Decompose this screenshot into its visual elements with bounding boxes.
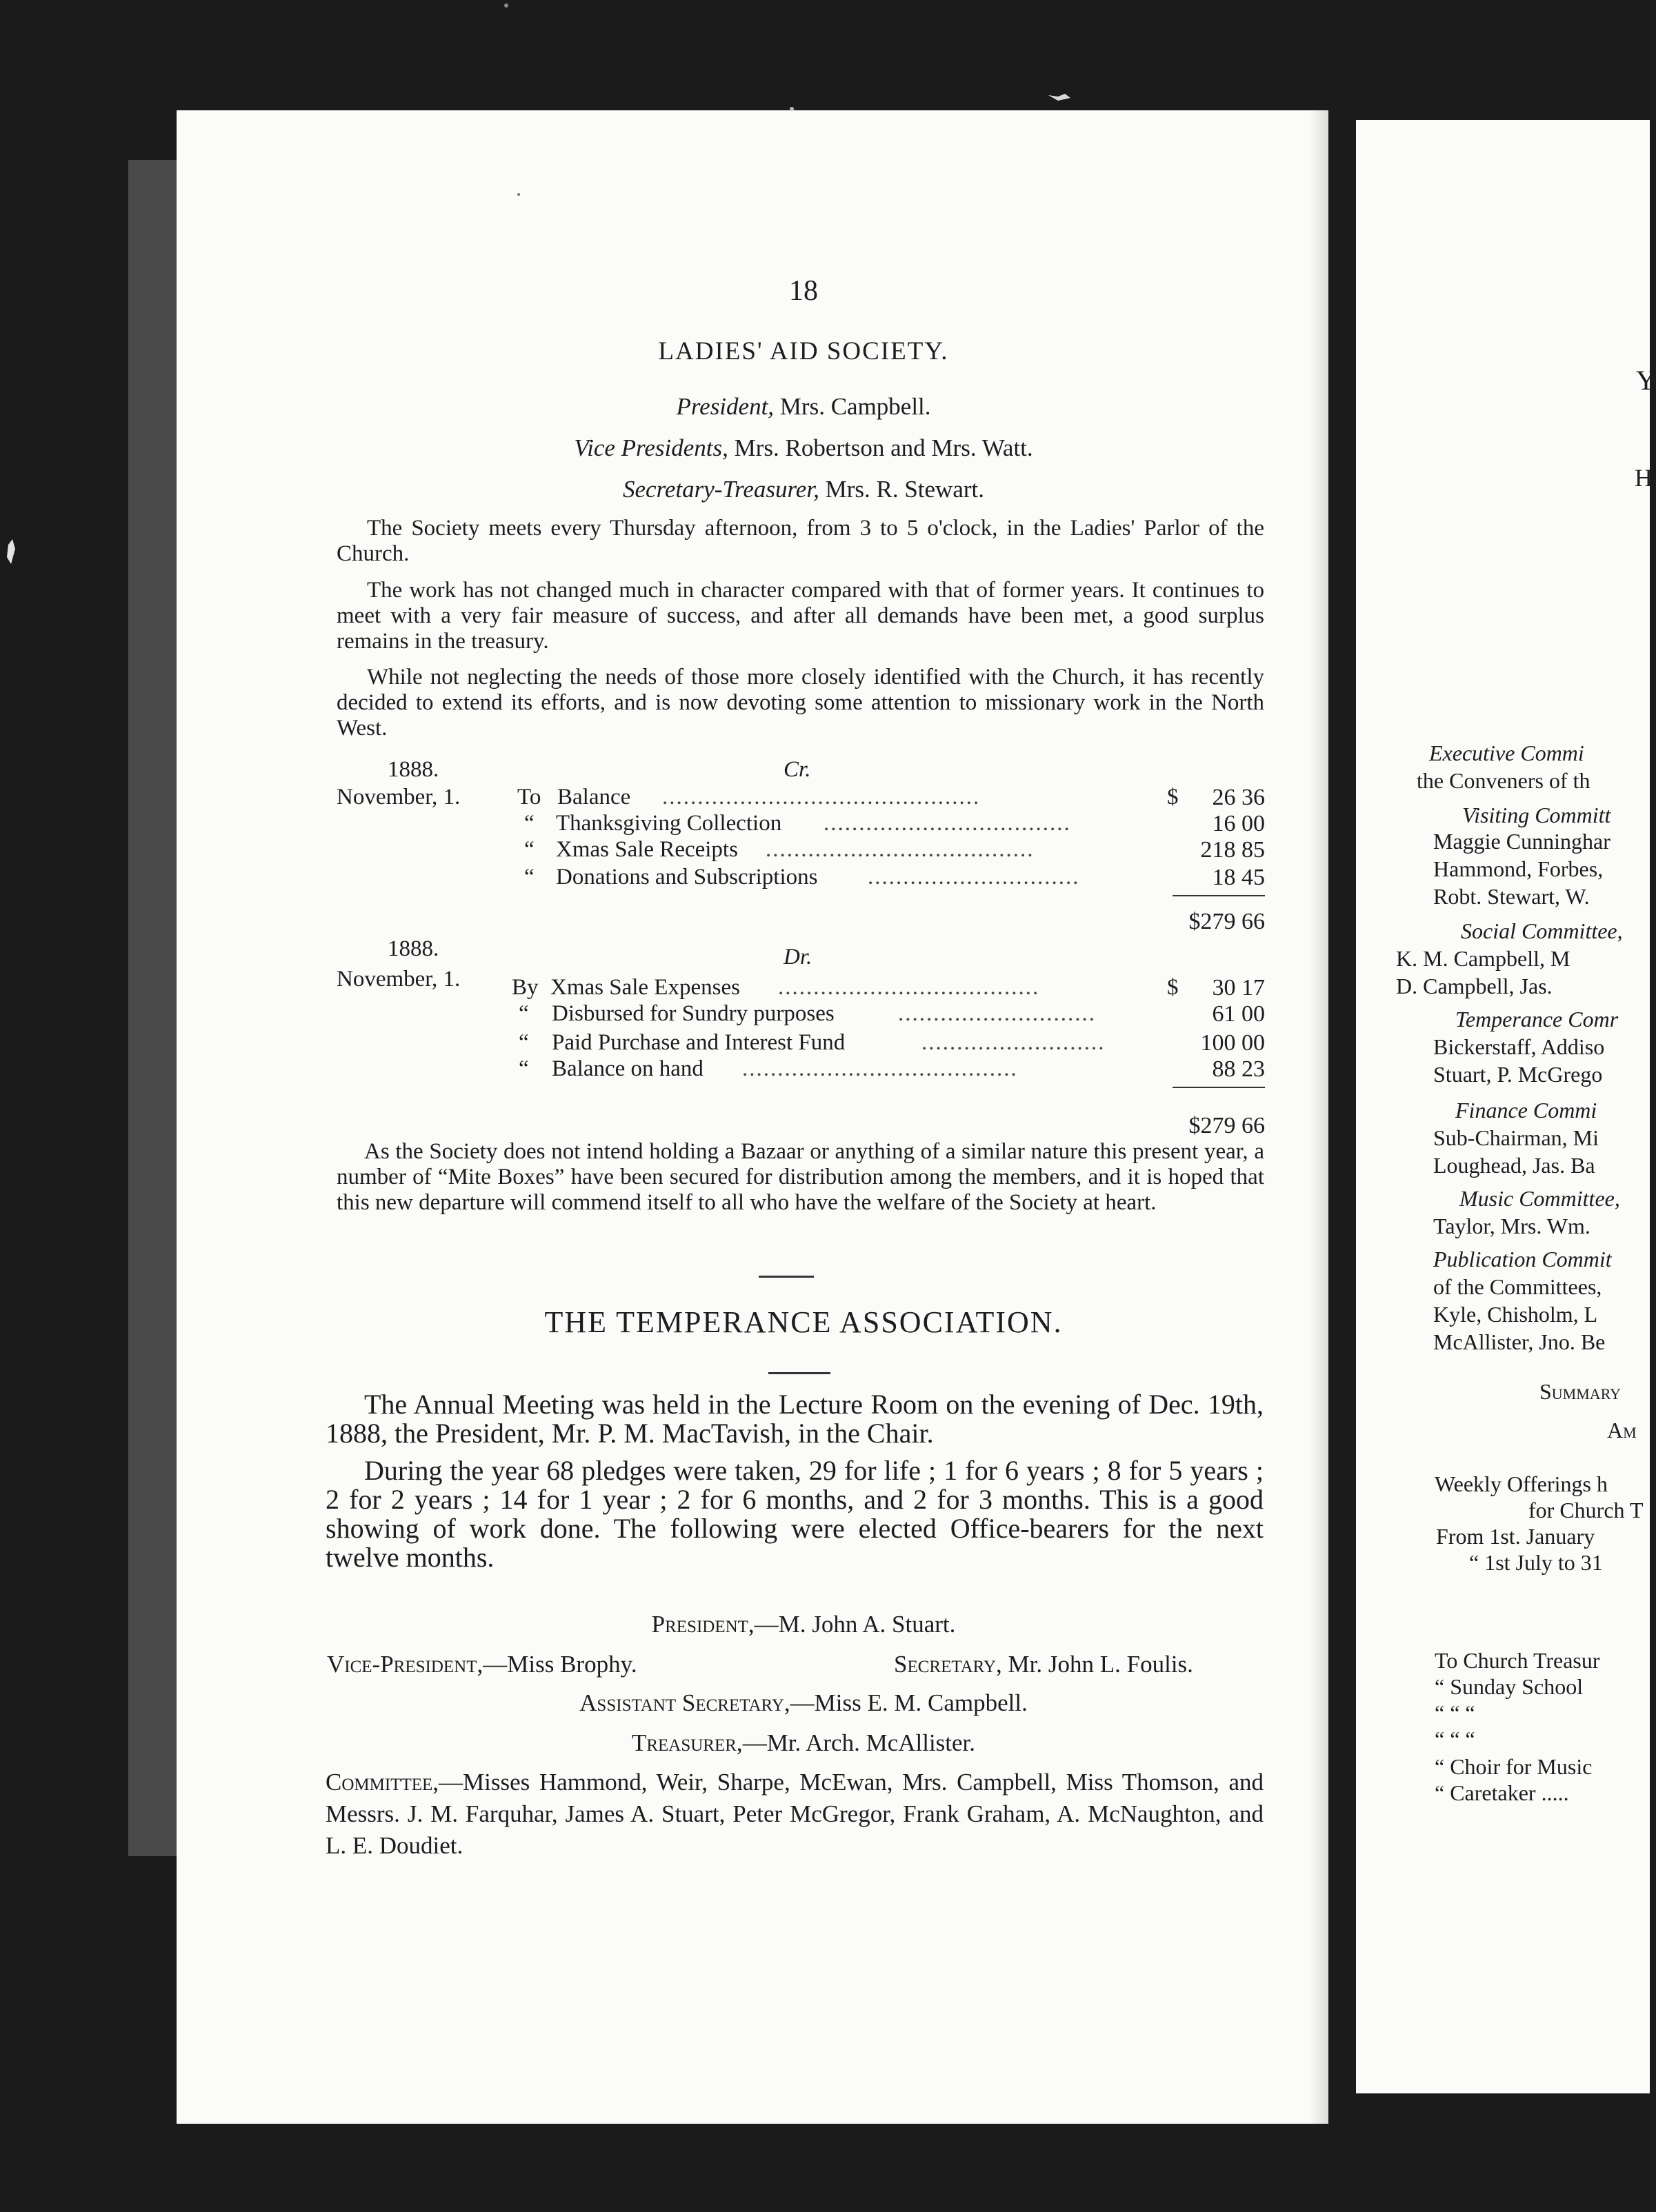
cr-heading: Cr. [784,757,811,782]
speck-dot-1 [790,107,794,111]
dr-row-amount: 88 23 [1212,1056,1265,1082]
cr-row-label: Donations and Subscriptions [556,865,818,889]
right-fragment: Maggie Cunninghar [1433,829,1610,854]
cr-row-amount: 18 45 [1212,865,1265,890]
dr-row-label: Paid Purchase and Interest Fund [552,1030,846,1055]
dr-row-amount: 100 00 [1200,1030,1265,1056]
president-label: President, [676,393,775,420]
cr-row-leader: ............................................. [662,785,981,810]
ladies-paragraph-work: The work has not changed much in character compared with that of former years. It continues to meet with a very fair measure of success, and after all demands have been met, a good surplus remains in the treasury. [337,578,1264,654]
right-fragment: Kyle, Chisholm, L [1433,1302,1598,1327]
right-fragment: McAllister, Jno. Be [1433,1329,1606,1354]
temperance-asst-secretary-line [414,1689,1193,1717]
cr-row-label: Thanksgiving Collection [556,811,782,836]
ladies-aid-title: LADIES' AID SOCIETY. [658,337,949,365]
vp-names: Mrs. Robertson and Mrs. Watt. [734,434,1033,461]
dr-row-label: Balance on hand [552,1056,704,1081]
right-fragment: Summary [1539,1379,1622,1404]
right-fragment: Loughead, Jas. Ba [1433,1153,1595,1178]
dr-row-leader: .......................... [921,1030,1106,1055]
dr-total: $279 66 [1188,1113,1265,1138]
dr-row-amount: 61 00 [1212,1001,1265,1027]
dr-year: 1888. [388,936,439,961]
section-divider-rule [759,1276,814,1278]
cr-date: November, 1. [337,785,461,810]
dr-row-dollar: $ [1167,975,1179,1000]
temperance-asst-label: Assistant Secretary, [579,1689,790,1716]
cr-row-amount: 16 00 [1212,811,1265,836]
temperance-title-rule [768,1372,830,1374]
cr-row-prefix: “ [524,837,535,862]
right-fragment: Temperance Comr [1455,1007,1619,1032]
dr-row-prefix: By [512,975,539,1000]
dr-row-leader: ....................................... [742,1056,1018,1081]
cr-row-prefix: To [517,785,541,810]
right-fragment: Social Committee, [1461,918,1623,943]
temperance-treasurer-label: Treasurer, [631,1729,743,1756]
right-fragment: Y [1636,365,1656,396]
right-fragment: the Conveners of th [1417,768,1590,793]
temperance-treasurer-name: —Mr. Arch. McAllister. [742,1729,976,1756]
speck-mark-left [7,539,15,564]
right-fragment: “ “ “ [1435,1700,1475,1725]
temperance-treasurer-line [414,1729,1193,1757]
cr-year: 1888. [388,757,439,782]
right-fragment: Publication Commit [1433,1247,1612,1271]
cr-row-label: Xmas Sale Receipts [556,837,738,862]
temperance-title: THE TEMPERANCE ASSOCIATION. [544,1305,1063,1339]
cr-row-leader: .............................. [868,865,1080,889]
right-fragment: Bickerstaff, Addiso [1433,1034,1605,1059]
cr-total-rule [1173,895,1265,896]
president-name: Mrs. Campbell. [779,393,931,420]
right-fragment: H [1635,464,1653,492]
speck-mark-top [1048,94,1070,101]
right-fragment: Hammond, Forbes, [1433,856,1604,881]
cr-row-leader: ................................... [824,811,1071,836]
ladies-paragraph-missionary: While not neglecting the needs of those more closely identified with the Church, it has recently decided to extend its efforts, and is now devoting some attention to missionary work in the North West. [337,665,1264,741]
temperance-committee-text: —Misses Hammond, Weir, Sharpe, McEwan, Mrs. Campbell, Miss Thomson, and Messrs. J. M. Farquhar, James A. Stuart, Peter McGregor, Frank Graham, A. McNaughton, and L. E. Doudiet. [326,1769,1264,1859]
right-fragment: “ 1st July to 31 [1469,1550,1603,1575]
ladies-paragraph-mite-boxes: As the Society does not intend holding a Bazaar or anything of a similar nature this present year, a number of “Mite Boxes” have been secured for distribution among the members, and it is hoped that this new departure will commend itself to all who have the welfare of the Society at heart. [337,1139,1264,1215]
temperance-paragraph-pledges: During the year 68 pledges were taken, 29 for life ; 1 for 6 years ; 8 for 5 years ; 2 for 2 years ; 14 for 1 year ; 2 for 6 months, and 2 for 3 months. This is a good showing of work done. The following were elected Office-bearers for the next twelve months. [326,1455,1264,1573]
right-fragment: Executive Commi [1429,741,1584,765]
dr-date: November, 1. [337,967,461,992]
dr-row-prefix: “ [519,1030,529,1055]
right-fragment: Taylor, Mrs. Wm. [1433,1214,1590,1238]
speck-dot-2 [517,193,520,196]
temperance-president-name: —M. John A. Stuart. [754,1611,956,1638]
right-fragment: To Church Treasur [1435,1648,1600,1673]
right-fragment: From 1st. January [1436,1524,1595,1549]
secretary-label: Secretary-Treasurer, [623,476,819,503]
temperance-committee-label: Committee, [326,1769,439,1796]
right-fragment: Music Committee, [1459,1186,1620,1211]
cr-row-amount: 26 36 [1212,785,1265,810]
dr-heading: Dr. [784,945,812,969]
temperance-paragraph-meeting: The Annual Meeting was held in the Lecture Room on the evening of Dec. 19th, 1888, the President, Mr. P. M. MacTavish, in the Chair. [326,1389,1264,1449]
dr-row-prefix: “ [519,1001,529,1026]
dr-row-label: Disbursed for Sundry purposes [552,1001,835,1026]
dr-row-label: Xmas Sale Expenses [550,975,740,1000]
ladies-secretary-line [414,476,1193,503]
right-fragment: Robt. Stewart, W. [1433,884,1590,909]
right-fragment: Visiting Committ [1462,803,1611,827]
dr-total-rule [1173,1087,1265,1088]
dr-row-amount: 30 17 [1212,975,1265,1001]
temperance-vp-line [327,1651,637,1678]
dr-row-leader: ............................ [898,1001,1096,1026]
right-fragment: Sub-Chairman, Mi [1433,1125,1599,1150]
right-fragment: of the Committees, [1433,1274,1602,1299]
right-fragment: Am [1607,1418,1637,1442]
temperance-president-label: President, [651,1611,755,1638]
right-fragment: “ Sunday School [1435,1674,1584,1699]
temperance-secretary-label: Secretary, [894,1651,1002,1678]
right-fragment: D. Campbell, Jas. [1396,974,1553,998]
dr-row-prefix: “ [519,1056,529,1081]
temperance-committee-paragraph [326,1767,1264,1862]
temperance-president-line [414,1611,1193,1638]
page-number: 18 [789,275,818,307]
ladies-paragraph-meetings: The Society meets every Thursday afternoon, from 3 to 5 o'clock, in the Ladies' Parlor of the Church. [337,516,1264,566]
right-fragment: “ Caretaker ..... [1435,1780,1569,1805]
cr-row-dollar: $ [1167,785,1179,810]
ladies-vp-line [414,434,1193,462]
temperance-secretary-line [894,1651,1193,1678]
temperance-asst-name: —Miss E. M. Campbell. [790,1689,1028,1716]
cr-row-label: Balance [557,785,631,810]
temperance-vp-name: —Miss Brophy. [483,1651,637,1678]
ladies-president-line [414,393,1193,421]
temperance-vp-label: Vice-President, [327,1651,483,1678]
cr-row-prefix: “ [524,811,535,836]
speck-dot-3 [504,3,508,8]
temperance-secretary-name: Mr. John L. Foulis. [1008,1651,1193,1678]
cr-row-prefix: “ [524,865,535,889]
cr-row-amount: 218 85 [1200,837,1265,863]
right-fragment: Weekly Offerings h [1435,1471,1608,1496]
right-fragment: K. M. Campbell, M [1396,946,1570,971]
cr-total: $279 66 [1188,909,1265,934]
right-fragment: Finance Commi [1455,1098,1597,1123]
right-fragment: for Church T [1528,1498,1644,1522]
secretary-name: Mrs. R. Stewart. [825,476,984,503]
dr-row-leader: ..................................... [778,975,1040,1000]
right-fragment: “ “ “ [1435,1727,1475,1751]
vp-label: Vice Presidents, [574,434,728,461]
cr-row-leader: ...................................... [766,837,1035,862]
right-fragment: “ Choir for Music [1435,1754,1593,1779]
right-fragment: Stuart, P. McGrego [1433,1062,1603,1087]
